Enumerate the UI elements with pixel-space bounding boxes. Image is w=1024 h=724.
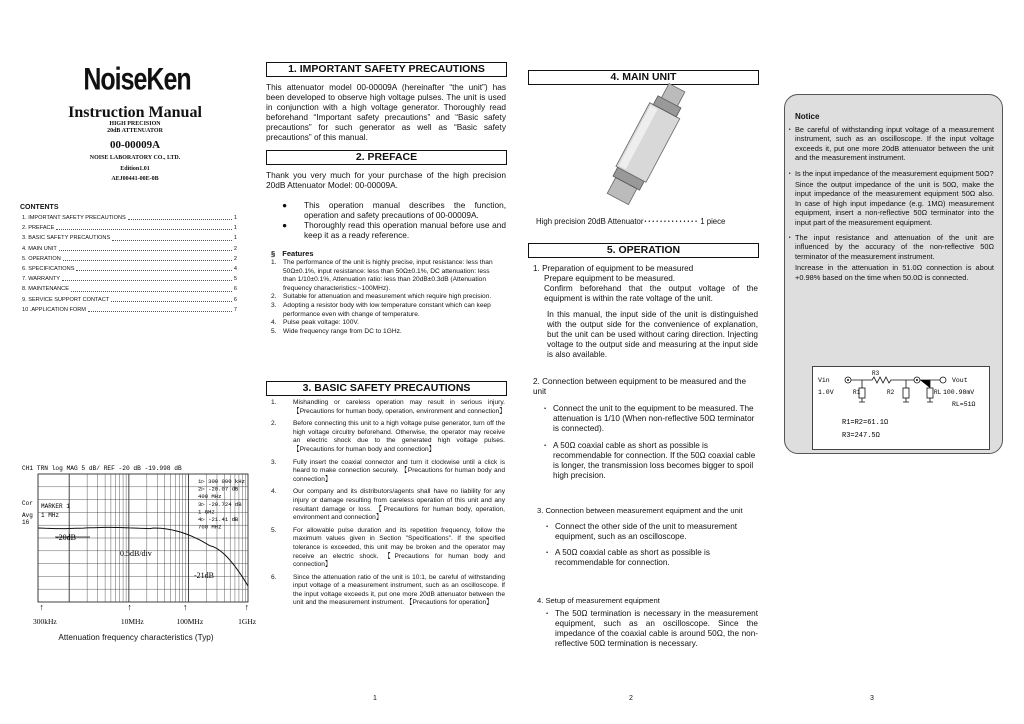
operation-step-3 bbox=[537, 506, 758, 568]
table-of-contents bbox=[22, 213, 237, 315]
toc-page: 2 bbox=[233, 255, 237, 262]
attenuation-graph bbox=[20, 462, 257, 632]
op1-line: Prepare equipment to be measured. bbox=[544, 274, 676, 283]
notice-item bbox=[786, 233, 994, 282]
precaution-text: Our company and its distributors/agents shall have no liability for any injury or damage resulting from careless operation of this unit and any resultant damage or loss. 【Precautions for human body, operation, environment and connection】 bbox=[293, 488, 505, 522]
precaution-item bbox=[271, 527, 505, 570]
notice-item-text: Be careful of withstanding input voltage of a measurement instrument, such as an oscilloscope. If the input voltage exceeds it, put one more 20dB attenuator between the unit and the measurement instrument. bbox=[795, 125, 994, 163]
op4-items bbox=[537, 609, 758, 649]
subtitle-attenuator: 20dB ATTENUATOR bbox=[107, 128, 163, 134]
graph-xtick-arrow: ↑ bbox=[244, 603, 250, 613]
toc-title: 3. BASIC SAFETY PRECAUTIONS bbox=[22, 235, 111, 242]
op3-heading: 3. Connection between measurement equipment and the unit bbox=[537, 506, 743, 515]
notice-item-sub: Since the output impedance of the unit is 50Ω, make the input impedance of the measurement equipment 50Ω also. In case of high input impedance (e.g. 1MΩ) measurement equipment, insert a non-reflective 50Ω terminator into the input part of the measurement equipment. bbox=[795, 180, 994, 227]
toc-page: 1 bbox=[233, 225, 237, 232]
features-title: Features bbox=[282, 249, 314, 258]
precaution-number: 4. bbox=[271, 488, 277, 496]
toc-title: 1. IMPORTANT SAFETY PRECAUTIONS bbox=[22, 215, 126, 221]
graph-xtick-arrow: ↑ bbox=[126, 603, 133, 613]
notice-list bbox=[786, 125, 994, 288]
graph-cor-label: Cor bbox=[22, 500, 33, 507]
section-2-text: Thank you very much for your purchase of the high precision 20dB Attenuator Model: 00-00009A. bbox=[266, 170, 506, 191]
graph-readout: 400 MHz bbox=[198, 493, 222, 501]
precaution-number: 3. bbox=[271, 458, 277, 466]
feature-item bbox=[271, 328, 503, 337]
toc-entry bbox=[22, 213, 237, 223]
notice-item-body bbox=[795, 125, 994, 163]
circuit-rl: RL bbox=[934, 389, 942, 396]
label-div: 0.5dB/div bbox=[120, 549, 152, 558]
toc-title: 8. MAINTENANCE bbox=[22, 286, 69, 293]
toc-leader bbox=[112, 233, 232, 240]
toc-entry bbox=[22, 223, 237, 233]
toc-title: 4. MAIN UNIT bbox=[22, 245, 57, 252]
bullet-text: This operation manual describes the function, operation and safety precautions of 00-00009A. bbox=[304, 200, 506, 221]
precaution-number: 1. bbox=[271, 399, 277, 406]
operation-step-2 bbox=[533, 377, 758, 481]
precaution-number: 2. bbox=[271, 420, 277, 428]
precaution-text: Fully insert the coaxial connector and turn it clockwise until a click is heard to make connection securely. 【Precautions for human body and connection】 bbox=[293, 458, 505, 483]
circuit-vin-value: 1.0V bbox=[818, 389, 834, 396]
section-2-heading: 2. PREFACE bbox=[266, 150, 507, 165]
toc-leader bbox=[59, 244, 232, 251]
dot-icon: ・ bbox=[543, 609, 552, 618]
main-unit-label: High precision 20dB Attenuator･･････････････ 1 piece bbox=[536, 217, 726, 226]
precaution-item bbox=[271, 399, 505, 416]
features-list bbox=[271, 259, 503, 336]
toc-page: 4 bbox=[233, 266, 237, 273]
features-mark: § bbox=[271, 249, 276, 258]
features-heading bbox=[271, 249, 314, 258]
toc-leader bbox=[71, 284, 232, 291]
notice-item-sub: Increase in the attenuation in 51.0Ω connection is about +0.98% based on the time when 50.0Ω is connected. bbox=[795, 263, 994, 282]
op1-line: Confirm beforehand that the output voltage of the equipment is within the rate voltage of the unit. bbox=[544, 284, 758, 303]
toc-leader bbox=[88, 305, 232, 312]
notice-item-body bbox=[795, 233, 994, 282]
operation-item bbox=[541, 441, 758, 481]
label-20db: -20dB bbox=[56, 533, 76, 542]
feature-number: 4. bbox=[271, 319, 277, 327]
feature-item bbox=[271, 259, 503, 293]
bullet-icon: ● bbox=[282, 200, 288, 210]
operation-item bbox=[541, 404, 758, 434]
graph-avg-label: Avg bbox=[22, 512, 33, 519]
dot-icon: ・ bbox=[786, 125, 794, 134]
op1-heading: 1. Preparation of equipment to be measured bbox=[533, 264, 694, 273]
dot-icon: ・ bbox=[543, 522, 552, 531]
document-id: AEJ00441-00E-0B bbox=[111, 176, 159, 182]
feature-number: 2. bbox=[271, 293, 277, 301]
feature-text: Wide frequency range from DC to 1GHz. bbox=[283, 327, 402, 335]
section-3-heading: 3. BASIC SAFETY PRECAUTIONS bbox=[266, 381, 507, 396]
bullet-text: Thoroughly read this operation manual before use and keep it as a ready reference. bbox=[304, 220, 506, 241]
circuit-rl-value: RL=51Ω bbox=[952, 401, 976, 408]
toc-page: 1 bbox=[233, 215, 237, 221]
precaution-item bbox=[271, 459, 505, 485]
page-number-1: 1 bbox=[373, 695, 377, 702]
toc-leader bbox=[56, 223, 232, 230]
operation-item-text: Connect the unit to the equipment to be measured. The attenuation is 1/10 (When non-reflective 50Ω terminator is connected). bbox=[553, 404, 755, 433]
company-name: NOISE LABORATORY CO., LTD. bbox=[89, 155, 181, 161]
graph-xtick-label: 300kHz bbox=[33, 617, 57, 626]
toc-leader bbox=[63, 254, 232, 261]
circuit-vout-value: 100.98mV bbox=[943, 389, 975, 396]
graph-marker-label: MARKER 1 bbox=[41, 503, 70, 510]
notice-item-body bbox=[795, 169, 994, 227]
preface-bullets bbox=[282, 200, 506, 240]
notice-item bbox=[786, 125, 994, 163]
preface-bullet bbox=[282, 200, 506, 220]
toc-title: 7. WARRANTY bbox=[22, 276, 61, 283]
toc-entry bbox=[22, 305, 237, 315]
precaution-text: For allowable pulse duration and its repetition frequency, follow the maximum values given in Section "Specifications". If the specified tolerance is exceeded, this unit may be broken and the operator may receive an electric shock. 【Precautions for human body and connection】 bbox=[293, 526, 505, 569]
graph-caption: Attenuation frequency characteristics (Typ) bbox=[58, 633, 214, 642]
graph-readout: 2▷ -20.07 dB bbox=[198, 485, 239, 493]
preface-bullet bbox=[282, 220, 506, 240]
toc-leader bbox=[128, 213, 232, 220]
toc-entry bbox=[22, 284, 237, 294]
toc-entry bbox=[22, 244, 237, 254]
graph-xtick-arrow: ↑ bbox=[39, 603, 45, 613]
dot-icon: ・ bbox=[786, 168, 794, 178]
graph-xtick-arrow: ↑ bbox=[182, 603, 188, 613]
feature-text: Adopting a resistor body with low temperature constant which can keep performance even with change of temperature. bbox=[283, 301, 491, 318]
manual-title: Instruction Manual bbox=[68, 104, 202, 121]
toc-entry bbox=[22, 233, 237, 243]
page-number-2: 2 bbox=[629, 695, 633, 702]
op1-paragraph: In this manual, the input side of the unit is distinguished with the output side for the convenience of explanation, but the unit can be used without caring direction. Injecting voltage to the output side and measuring at the input side is also available. bbox=[547, 310, 758, 359]
toc-page: 6 bbox=[233, 296, 237, 303]
graph-xtick-label: 100MHz bbox=[176, 617, 204, 626]
op2-heading: 2. Connection between equipment to be measured and the unit bbox=[533, 377, 747, 396]
toc-title: 9. SERVICE SUPPORT CONTACT bbox=[22, 296, 110, 303]
subtitle-high-precision: HIGH PRECISION bbox=[109, 121, 161, 127]
circuit-vin: Vin bbox=[818, 377, 830, 384]
model-number: 00-00009A bbox=[109, 139, 161, 151]
dot-icon: ・ bbox=[541, 404, 550, 413]
graph-marker-freq: 1 MHz bbox=[41, 512, 60, 519]
precaution-text: Since the attenuation ratio of the unit is 10:1, be careful of withstanding input voltage of a measurement instrument, such as an oscilloscope. If the input voltage exceeds it, put one more 20dB attenuator between the unit and the measurement instrument. 【Precautions for operation】 bbox=[293, 573, 505, 607]
notice-item bbox=[786, 169, 994, 227]
op2-items bbox=[533, 404, 758, 481]
precaution-item bbox=[271, 488, 505, 522]
toc-leader bbox=[111, 295, 232, 302]
precaution-text: Before connecting this unit to a high voltage pulse generator, turn off the high voltage circuitry beforehand. Otherwise, the operator may receive an electric shock due to the generated high voltage pulses. 【Precautions for human body and connection】 bbox=[293, 420, 505, 453]
operation-step-4 bbox=[537, 596, 758, 649]
toc-title: 6. SPECIFICATIONS bbox=[22, 266, 75, 273]
feature-number: 1. bbox=[271, 259, 277, 266]
toc-page: 6 bbox=[233, 286, 237, 293]
graph-readout: 1 GHz bbox=[198, 508, 215, 516]
dot-icon: ・ bbox=[786, 233, 794, 243]
op1-lines bbox=[533, 274, 758, 304]
circuit-r2: R2 bbox=[887, 389, 895, 396]
page-number-3: 3 bbox=[870, 695, 874, 702]
toc-title: 10 .APPLICATION FORM bbox=[22, 306, 86, 313]
circuit-vout: Vout bbox=[952, 377, 968, 384]
dot-icon: ・ bbox=[541, 441, 550, 450]
feature-text: Pulse peak voltage: 100V. bbox=[283, 319, 360, 327]
graph-readout: 3▷ -20.724 dB bbox=[198, 500, 242, 508]
section-1-text: This attenuator model 00-00009A (hereinafter “the unit”) has been developed to observe high voltage pulses. The unit is used in conjunction with a high voltage generator. Thoroughly read beforehand “Important safety precautions” and “Basic safety precautions” for such generator as well as “Basic safety precautions” of this manual. bbox=[266, 82, 506, 143]
operation-item-text: A 50Ω coaxial cable as short as possible is recommendable for connection. bbox=[555, 548, 710, 567]
toc-leader bbox=[76, 264, 231, 271]
op3-items bbox=[537, 522, 758, 568]
feature-item bbox=[271, 302, 503, 319]
graph-xtick-label: 10MHz bbox=[120, 617, 144, 626]
operation-item-text: Connect the other side of the unit to measurement equipment, such as an oscilloscope. bbox=[555, 522, 738, 541]
notice-item-text: The input resistance and attenuation of the unit are influenced by the accuracy of the non-reflective 50Ω terminator of the measurement instrument. bbox=[795, 233, 994, 261]
section-5-heading: 5. OPERATION bbox=[528, 243, 759, 258]
precaution-item bbox=[271, 574, 505, 608]
circuit-r1: R1 bbox=[853, 389, 861, 396]
toc-leader bbox=[62, 274, 232, 281]
op4-heading: 4. Setup of measurement equipment bbox=[537, 596, 660, 605]
toc-entry bbox=[22, 254, 237, 264]
operation-item-text: The 50Ω termination is necessary in the measurement equipment, such as an oscilloscope. Since the impedance of the coaxial cable is around 50Ω, the non-reflective 50Ω termination is necessary. bbox=[555, 609, 758, 648]
feature-number: 5. bbox=[271, 327, 277, 335]
feature-text: Suitable for attenuation and measurement which require high precision. bbox=[283, 293, 492, 301]
circuit-eq2: R3=247.5Ω bbox=[842, 432, 880, 440]
feature-number: 3. bbox=[271, 301, 277, 309]
graph-readout: 1▷ 300 000 kHz bbox=[198, 478, 246, 485]
circuit-r3: R3 bbox=[872, 370, 880, 377]
toc-page: 7 bbox=[233, 306, 237, 313]
label-21db: -21dB bbox=[194, 571, 214, 580]
notice-title: Notice bbox=[795, 112, 820, 121]
precaution-number: 5. bbox=[271, 526, 277, 534]
bullet-icon: ● bbox=[282, 220, 288, 231]
graph-readout: 700 MHz bbox=[198, 523, 222, 531]
noiseken-logo: NoiseKen bbox=[83, 62, 191, 97]
graph-header: CH1 TRN log MAG 5 dB/ REF -20 dB -19.998 dB bbox=[22, 465, 182, 472]
toc-title: 5. OPERATION bbox=[22, 255, 61, 262]
section-4-heading: 4. MAIN UNIT bbox=[528, 70, 759, 85]
toc-entry bbox=[22, 274, 237, 284]
notice-item-text: Is the input impedance of the measurement equipment 50Ω? bbox=[795, 168, 994, 178]
precaution-number: 6. bbox=[271, 573, 277, 581]
operation-item bbox=[543, 522, 758, 542]
section-1-heading: 1. IMPORTANT SAFETY PRECAUTIONS bbox=[266, 62, 507, 77]
toc-page: 5 bbox=[233, 276, 237, 283]
toc-page: 1 bbox=[233, 235, 237, 242]
graph-xtick-label: 1GHz bbox=[238, 617, 257, 626]
operation-item bbox=[543, 548, 758, 568]
basic-precautions-list bbox=[271, 399, 505, 612]
circuit-eq1: R1=R2=61.1Ω bbox=[842, 419, 889, 427]
circuit-diagram bbox=[812, 366, 988, 448]
feature-item bbox=[271, 293, 503, 302]
graph-avg-value: 16 bbox=[22, 519, 30, 526]
precaution-item bbox=[271, 420, 505, 454]
toc-entry bbox=[22, 264, 237, 274]
graph-readout: 4▷ -21.41 dB bbox=[198, 516, 239, 523]
edition: Edition1.01 bbox=[120, 166, 150, 172]
operation-item-text: A 50Ω coaxial cable as short as possible is recommendable for connection. If the 50Ω coaxial cable is longer, the transmission loss becomes bigger to spoil high precision. bbox=[553, 441, 756, 480]
toc-entry bbox=[22, 295, 237, 305]
precaution-text: Mishandling or careless operation may result in serious injury. 【Precautions for human body, operation, environment and connection】 bbox=[293, 399, 506, 415]
contents-heading: CONTENTS bbox=[20, 204, 59, 211]
operation-item bbox=[543, 609, 758, 649]
dot-icon: ・ bbox=[543, 548, 552, 557]
toc-title: 2. PREFACE bbox=[22, 225, 55, 232]
feature-text: The performance of the unit is highly precise, input resistance: less than 50Ω±0.1%, input resistance: less than 50Ω±0.1%, DC attenuation: less than 1/10±0.1%, Attenuation ratio: less than 20dB±0.3dB (Attenuation frequency characteristics:~100MHz). bbox=[283, 259, 493, 292]
toc-page: 2 bbox=[233, 245, 237, 252]
feature-item bbox=[271, 319, 503, 328]
operation-step-1 bbox=[533, 264, 758, 360]
attenuator-illustration bbox=[576, 87, 716, 205]
